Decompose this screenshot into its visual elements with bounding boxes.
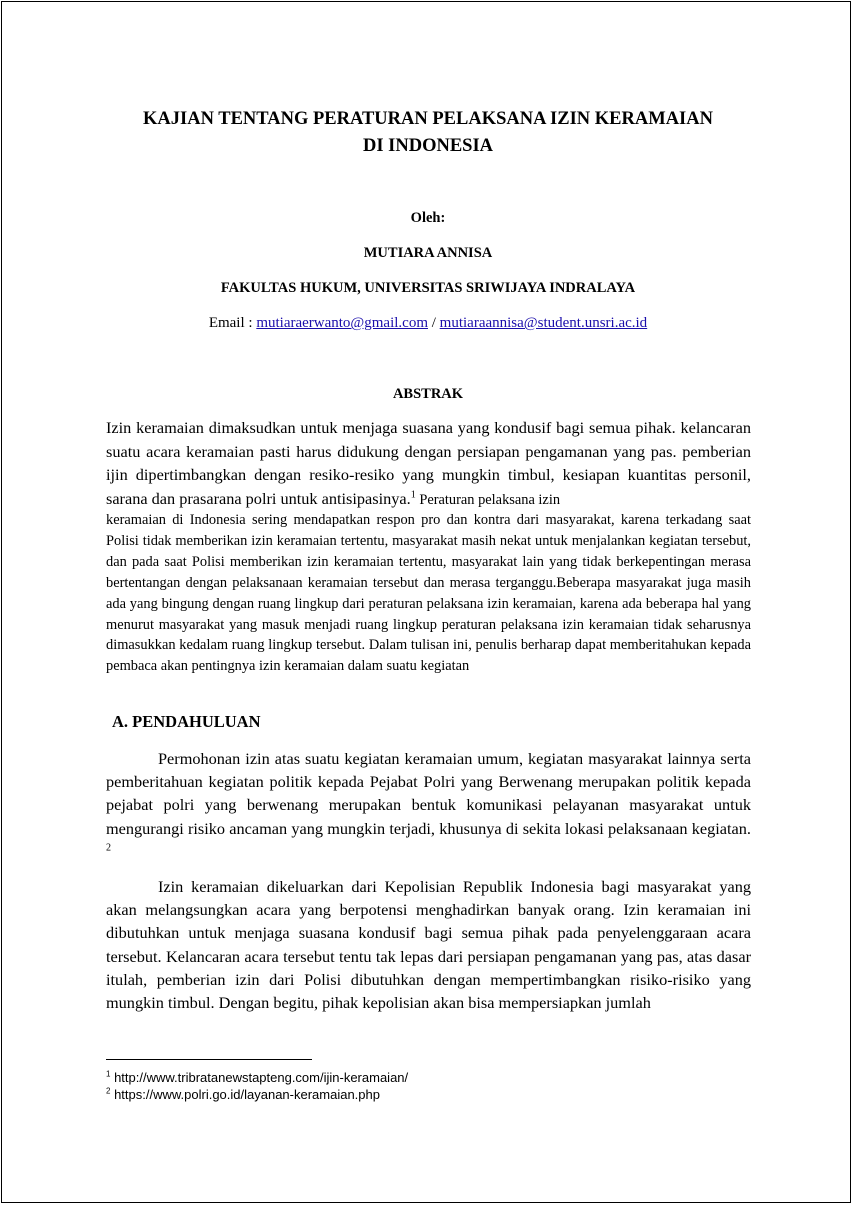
abstract-heading: ABSTRAK	[392, 386, 464, 402]
footnote-ref-2[interactable]: 2	[106, 842, 112, 854]
email-link-1[interactable]: mutiaraerwanto@gmail.com	[256, 315, 428, 331]
footnote-2-number: 2	[106, 1086, 111, 1096]
author-name: MUTIARA ANNISA	[363, 245, 493, 261]
footnote-2-url[interactable]: https://www.polri.go.id/layanan-keramaian.php	[110, 1087, 380, 1102]
email-link-2[interactable]: mutiaraannisa@student.unsri.ac.id	[439, 315, 648, 331]
footnote-2	[106, 1087, 380, 1103]
pendahuluan-text-1: Permohonan izin atas suatu kegiatan keramaian umum, kegiatan masyarakat lainnya serta pemberitahuan kegiatan politik kepada Pejabat Polri yang Berwenang merupakan politik kepada pejabat polri yang berwenang merupakan bentuk komunikasi pelayanan masyarakat untuk mengurangi risiko ancaman yang mungkin terjadi, khusunya di sekita lokasi pelaksanaan kegiatan.	[106, 749, 751, 838]
footnote-separator	[106, 1059, 312, 1060]
abstract-text-1: Izin keramaian dimaksudkan untuk menjaga suasana yang kondusif bagi semua pihak. kelancaran suatu acara keramaian pasti harus didukung dengan persiapan pengamanan yang pas. pemberian ijin dipertimbangkan dengan resiko-resiko yang mungkin timbul, kesiapan kuantitas personil, sarana dan prasarana polri untuk antisipasinya.	[106, 418, 751, 508]
paper-title-line-2: DI INDONESIA	[362, 136, 494, 156]
abstract-text-2: Peraturan pelaksana izin	[415, 491, 561, 508]
email-line	[62, 314, 794, 332]
paper-title-line-1: KAJIAN TENTANG PERATURAN PELAKSANA IZIN KERAMAIAN	[143, 109, 713, 129]
email-label: Email :	[208, 315, 257, 331]
footnote-1	[106, 1070, 408, 1086]
email-separator: /	[428, 315, 440, 331]
footnote-1-number: 1	[106, 1069, 111, 1079]
footnote-ref-1[interactable]: 1	[410, 489, 416, 501]
document-page	[1, 1, 851, 1203]
abstract-paragraph-body: keramaian di Indonesia sering mendapatkan respon pro dan kontra dari masyarakat, karena terkadang saat Polisi tidak memberikan izin keramaian tertentu, masyarakat masih nekat untuk menjalankan kegiatan tersebut, dan pada saat Polisi memberikan izin keramaian tertentu, masyarakat lain yang tidak berkepentingan merasa bertentangan dengan pelaksanaan keramaian tersebut dan merasa terganggu.Beberapa masyarakat juga masih ada yang bingung dengan ruang lingkup dari peraturan pelaksana izin keramaian, karena ada beberapa hal yang menurut masyarakat yang masuk menjadi ruang lingkup peraturan pelaksana izin keramaian tidak seharusnya dimasukkan kedalam ruang lingkup tersebut. Dalam tulisan ini, penulis berharap dapat memberitahukan kepada pembaca akan pentingnya izin keramaian dalam suatu kegiatan	[106, 512, 751, 675]
pendahuluan-paragraph-2: Izin keramaian dikeluarkan dari Kepolisian Republik Indonesia bagi masyarakat yang akan melangsungkan acara yang berpotensi menghadirkan banyak orang. Izin keramaian ini dibutuhkan untuk menjaga suasana kondusif bagi semua pihak pada penyelenggaraan acara tersebut. Kelancaran acara tersebut tentu tak lepas dari persiapan pengamanan yang pas, atas dasar itulah, pemberian izin dari Polisi dibutuhkan dengan mempertimbangkan risiko-risiko yang mungkin timbul. Dengan begitu, pihak kepolisian akan bisa mempersiapkan jumlah	[106, 877, 751, 1013]
paper-title	[62, 106, 794, 160]
pendahuluan-paragraph-1	[106, 747, 751, 863]
section-heading-pendahuluan: A. PENDAHULUAN	[112, 712, 261, 731]
abstract-paragraph-intro	[106, 416, 751, 510]
oleh-label: Oleh:	[410, 210, 446, 226]
author-affiliation: FAKULTAS HUKUM, UNIVERSITAS SRIWIJAYA INDRALAYA	[220, 280, 636, 296]
footnote-1-url[interactable]: http://www.tribratanewstapteng.com/ijin-keramaian/	[110, 1070, 409, 1085]
